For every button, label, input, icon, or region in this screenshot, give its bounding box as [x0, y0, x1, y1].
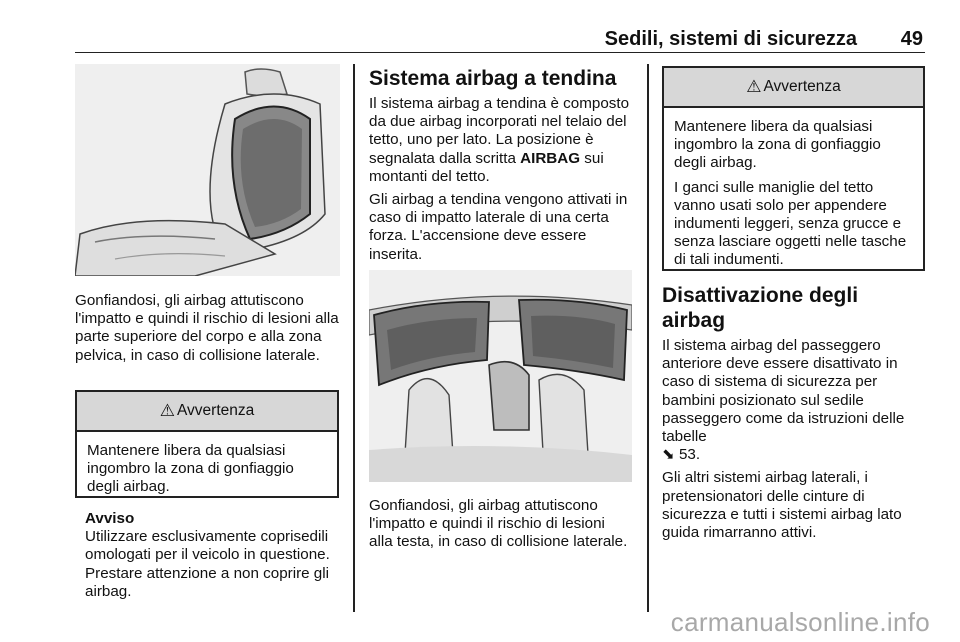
warning-body [77, 432, 337, 511]
other-airbags-para: Gli altri sistemi airbag laterali, i pretensionatori delle cinture di sicurezza e tutti i sistemi airbag lato guida rimarranno attivi. [662, 469, 902, 542]
curtain-airbag-para [369, 95, 633, 186]
warning-text: Mantenere libera da qualsiasi ingombro la zona di gonfiaggio degli airbag. [87, 442, 294, 496]
curtain-airbag-caption: Gonfiandosi, gli airbag attutiscono l'impatto e quindi il rischio di lesioni alla testa, in caso di collisione laterale. [369, 497, 628, 551]
column-divider [647, 64, 649, 612]
deactivation-heading: Disattivazione degli airbag [662, 284, 859, 332]
col2-caption-block [369, 497, 631, 552]
page-number: 49 [900, 28, 923, 50]
warning-title-2: Avvertenza [763, 78, 841, 95]
section-title: Sedili, sistemi di sicurezza [604, 28, 857, 50]
col1-text [75, 292, 340, 365]
curtain-airbag-text-a: Il sistema airbag a tendina è composto da due airbag incorporati nel telaio del tetto, uno per lato. La posizione è segnalata dalla scritta [369, 95, 630, 167]
warning-triangle-icon: ⚠ [746, 77, 762, 96]
seat-airbag-illustration-icon [75, 64, 340, 276]
warning-box [75, 390, 339, 498]
page-reference[interactable]: 53. [678, 446, 701, 464]
warning-text-1: Mantenere libera da qualsiasi ingombro la zona di gonfiaggio degli airbag. [674, 118, 881, 172]
warning-body-2 [664, 108, 923, 284]
col3-text [662, 283, 926, 542]
airbag-label: AIRBAG [520, 149, 581, 167]
note-block [85, 510, 341, 601]
section-heading: Sistema airbag a tendina [369, 67, 617, 90]
warning-header [77, 392, 337, 432]
curtain-airbag-activation: Gli airbag a tendina vengono attivati in caso di impatto laterale di una certa forza. L'accensione deve essere inserita. [369, 191, 628, 263]
curtain-airbag-figure [369, 270, 632, 482]
note-title: Avviso [85, 510, 135, 527]
seat-airbag-caption: Gonfiandosi, gli airbag attutiscono l'impatto e quindi il rischio di lesioni alla parte superiore del corpo e alla zona pelvica, in caso di collisione laterale. [75, 292, 339, 364]
column-divider [353, 64, 355, 612]
page-reference-arrow-icon: ⬊ [662, 446, 675, 464]
seat-airbag-figure [75, 64, 340, 276]
watermark: carmanualsonline.info [670, 607, 930, 637]
curtain-airbag-illustration-icon [369, 270, 632, 482]
page-header [75, 26, 925, 53]
col2-text [369, 66, 633, 264]
warning-triangle-icon: ⚠ [159, 401, 175, 420]
warning-text-2: I ganci sulle maniglie del tetto vanno usati solo per appendere indumenti leggeri, senza grucce e senza lasciare oggetti nelle tasche di tali indumenti. [674, 178, 907, 269]
note-text: Utilizzare esclusivamente coprisedili omologati per il veicolo in questione. Prestare attenzione a non coprire gli airbag. [85, 528, 330, 600]
deactivation-para [662, 337, 926, 464]
warning-title: Avvertenza [176, 402, 255, 419]
curtain-airbag-text-b: sui montanti del tetto. [369, 149, 604, 185]
warning-header-2 [664, 68, 923, 108]
warning-box-2 [662, 66, 925, 271]
deactivation-text: Il sistema airbag del passeggero anteriore deve essere disattivato in caso di sistema di sicurezza per bambini posizionato sul sedile passeggero come da istruzioni delle tabelle [662, 337, 905, 446]
